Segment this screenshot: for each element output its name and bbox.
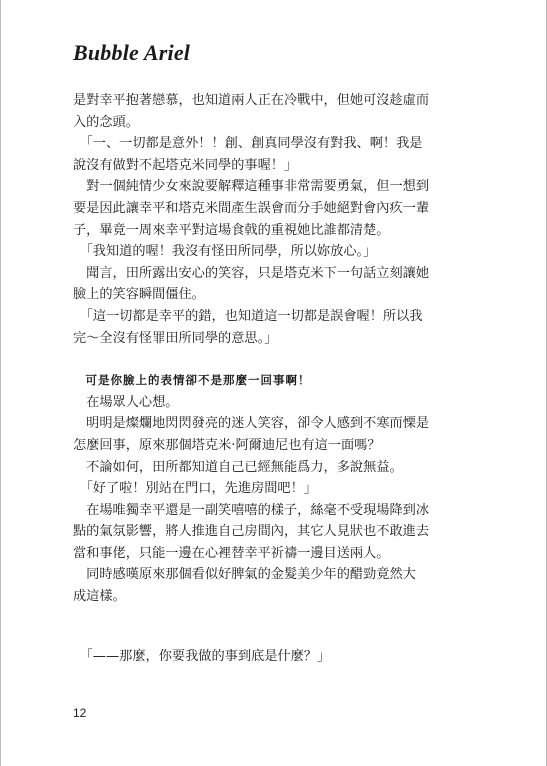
text-line: 是對幸平抱著戀慕，也知道兩人正在冷戰中，但她可沒趁虛而 <box>73 93 430 108</box>
text-line: 聞言，田所露出安心的笑容，只是塔克米下一句話立刻讓她 <box>73 265 430 281</box>
text-line: 不論如何，田所都知道自己已經無能爲力，多說無益。 <box>73 459 403 475</box>
text-line: 在場唯獨幸平還是一副笑嘻嘻的樣子，絲毫不受現場降到冰 <box>73 502 430 518</box>
text-line: 當和事佬，只能一邊在心裡替幸平祈禱一邊目送兩人。 <box>73 545 390 561</box>
text-line: 對一個純情少女來說要解釋這種事非常需要勇氣，但一想到 <box>73 179 430 195</box>
text-line: 明明是燦爛地閃閃發亮的迷人笑容，卻令人感到不寒而慄是 <box>73 416 430 432</box>
text-line: 入的念頭。 <box>73 114 139 130</box>
dialogue-line: 完～全沒有怪罪田所同學的意思。」 <box>73 330 278 346</box>
page-number: 12 <box>73 706 87 720</box>
dialogue-line: 「這一切都是幸平的錯，也知道這一切都是誤會喔！所以我 <box>73 308 423 324</box>
text-line: 子，畢竟一周來幸平對這場食戟的重視她比誰都清楚。 <box>73 222 390 238</box>
text-line: 怎麼回事，原來那個塔克米·阿爾迪尼也有這一面嗎？ <box>73 437 381 453</box>
section-gap <box>73 608 443 646</box>
dialogue-line: 「我知道的喔！我沒有怪田所同學，所以妳放心。」 <box>73 244 377 260</box>
running-header: Bubble Ariel <box>73 40 191 65</box>
inner-thought-line: 可是你臉上的表情卻不是那麼一回事啊！ <box>73 373 311 388</box>
text-line: 臉上的笑容瞬間僵住。 <box>73 287 205 303</box>
text-line: 同時感嘆原來那個看似好脾氣的金髮美少年的醋勁竟然大 <box>73 567 416 583</box>
dialogue-line: 「——那麼，你要我做的事到底是什麼？」 <box>73 648 331 664</box>
dialogue-line: 「一、一切都是意外！！創、創真同學沒有對我、啊！我是 <box>73 136 423 152</box>
text-line: 在場眾人心想。 <box>73 394 179 410</box>
dialogue-line: 說沒有做對不起塔克米同學的事喔！」 <box>73 157 298 173</box>
section-gap <box>73 349 443 370</box>
page-body <box>73 90 443 667</box>
text-line: 要是因此讓幸平和塔克米間產生誤會而分手她絕對會內疚一輩 <box>73 200 430 216</box>
text-line: 點的氣氛影響，將人推進自己房間內，其它人見狀也不敢進去 <box>73 524 430 540</box>
text-line: 成這樣。 <box>73 589 126 605</box>
dialogue-line: 「好了啦！別站在門口，先進房間吧！」 <box>73 481 317 497</box>
